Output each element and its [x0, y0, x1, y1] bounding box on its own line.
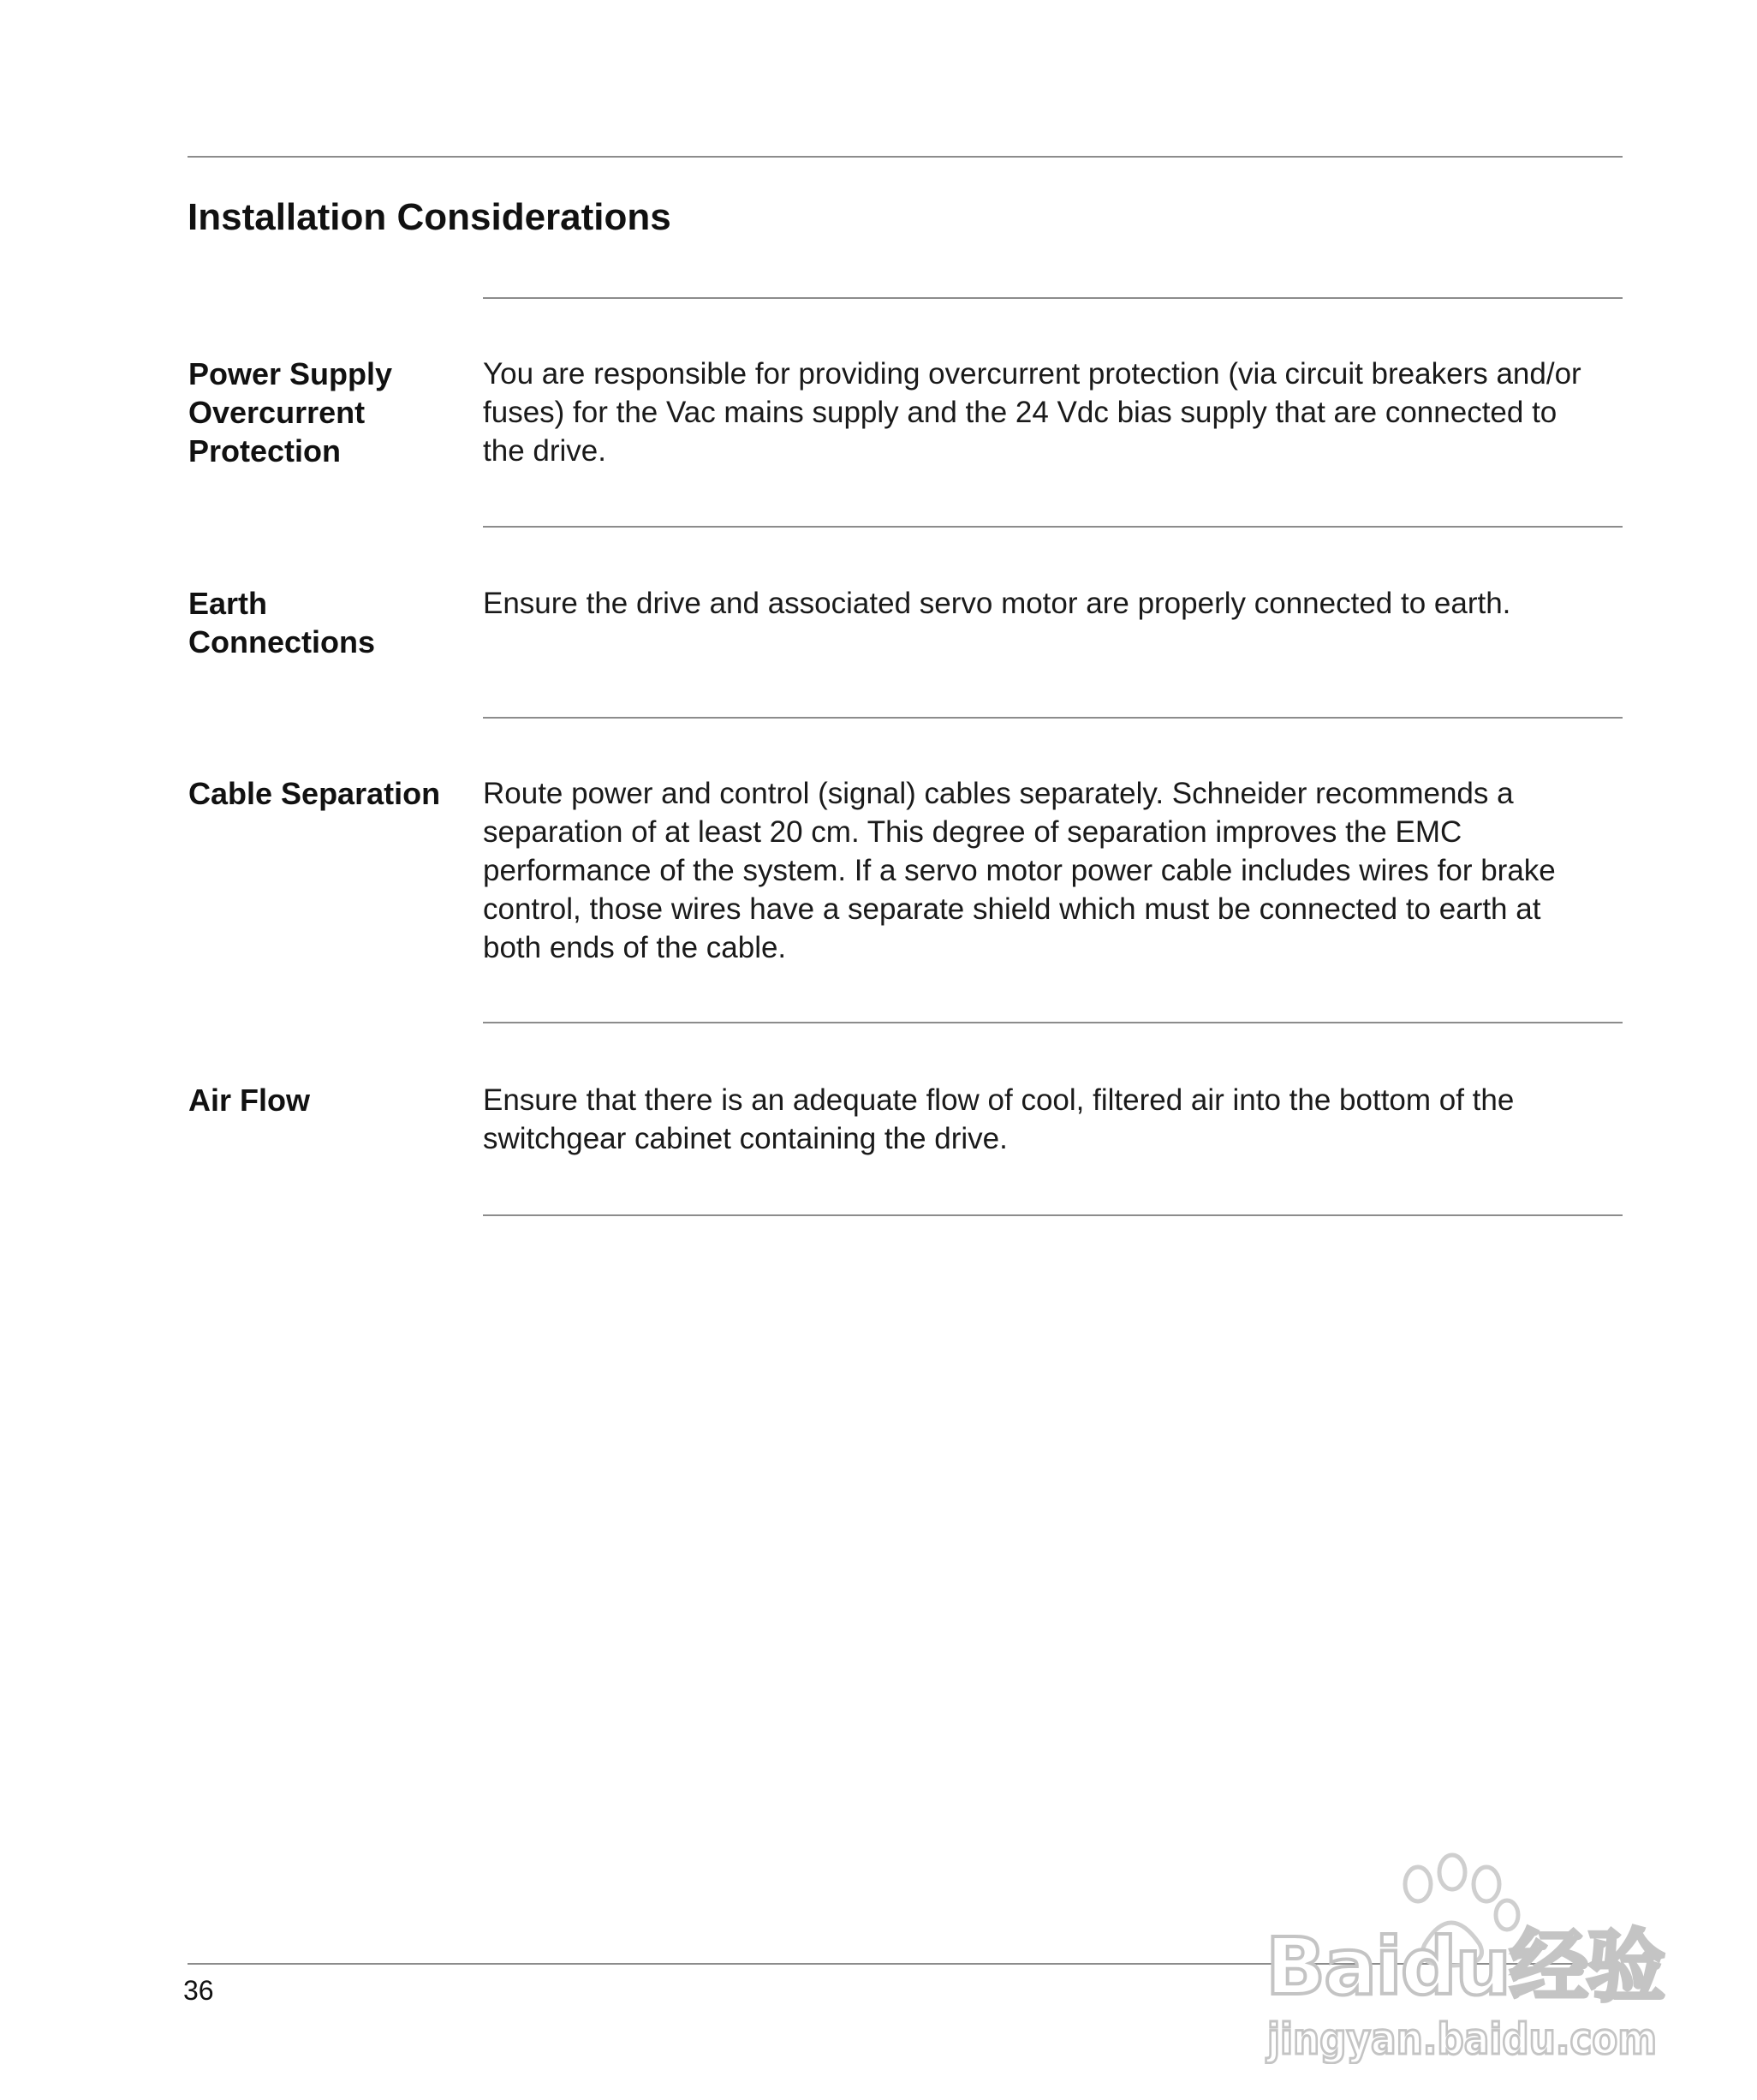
section-divider	[483, 297, 1623, 299]
section-divider	[483, 1022, 1623, 1023]
section-divider	[483, 717, 1623, 719]
baidu-jingyan-watermark	[1257, 1850, 1668, 2064]
section-label: Air Flow	[188, 1083, 310, 1118]
section-body: Route power and control (signal) cables separately. Schneider recommends a separation of at least 20 cm. This degree of separation improves the EMC performance of the system. If a servo motor power cable includes wires for brake control, those wires have a separate shield which must be connected to earth at both ends of the cable.	[483, 777, 1556, 964]
section-body: Ensure the drive and associated servo motor are properly connected to earth.	[483, 587, 1511, 620]
header-rule	[188, 156, 1623, 158]
section-body: Ensure that there is an adequate flow of cool, filtered air into the bottom of the switchgear cabinet containing the drive.	[483, 1083, 1515, 1155]
page-number: 36	[183, 1975, 214, 2006]
section-label: Cable Separation	[188, 776, 441, 811]
section-divider	[483, 1214, 1623, 1216]
section-label: Power Supply Overcurrent Protection	[188, 356, 393, 468]
section-divider	[483, 526, 1623, 528]
section-body: You are responsible for providing overcurrent protection (via circuit breakers and/or fuses) for the Vac mains supply and the 24 Vdc bias supply that are connected to the drive.	[483, 357, 1581, 468]
watermark-brand: Baidu经验	[1266, 1921, 1665, 2013]
section-label: Earth Connections	[188, 586, 376, 659]
page-title: Installation Considerations	[188, 196, 671, 238]
watermark-url: jingyan.baidu.com	[1266, 2014, 1657, 2064]
